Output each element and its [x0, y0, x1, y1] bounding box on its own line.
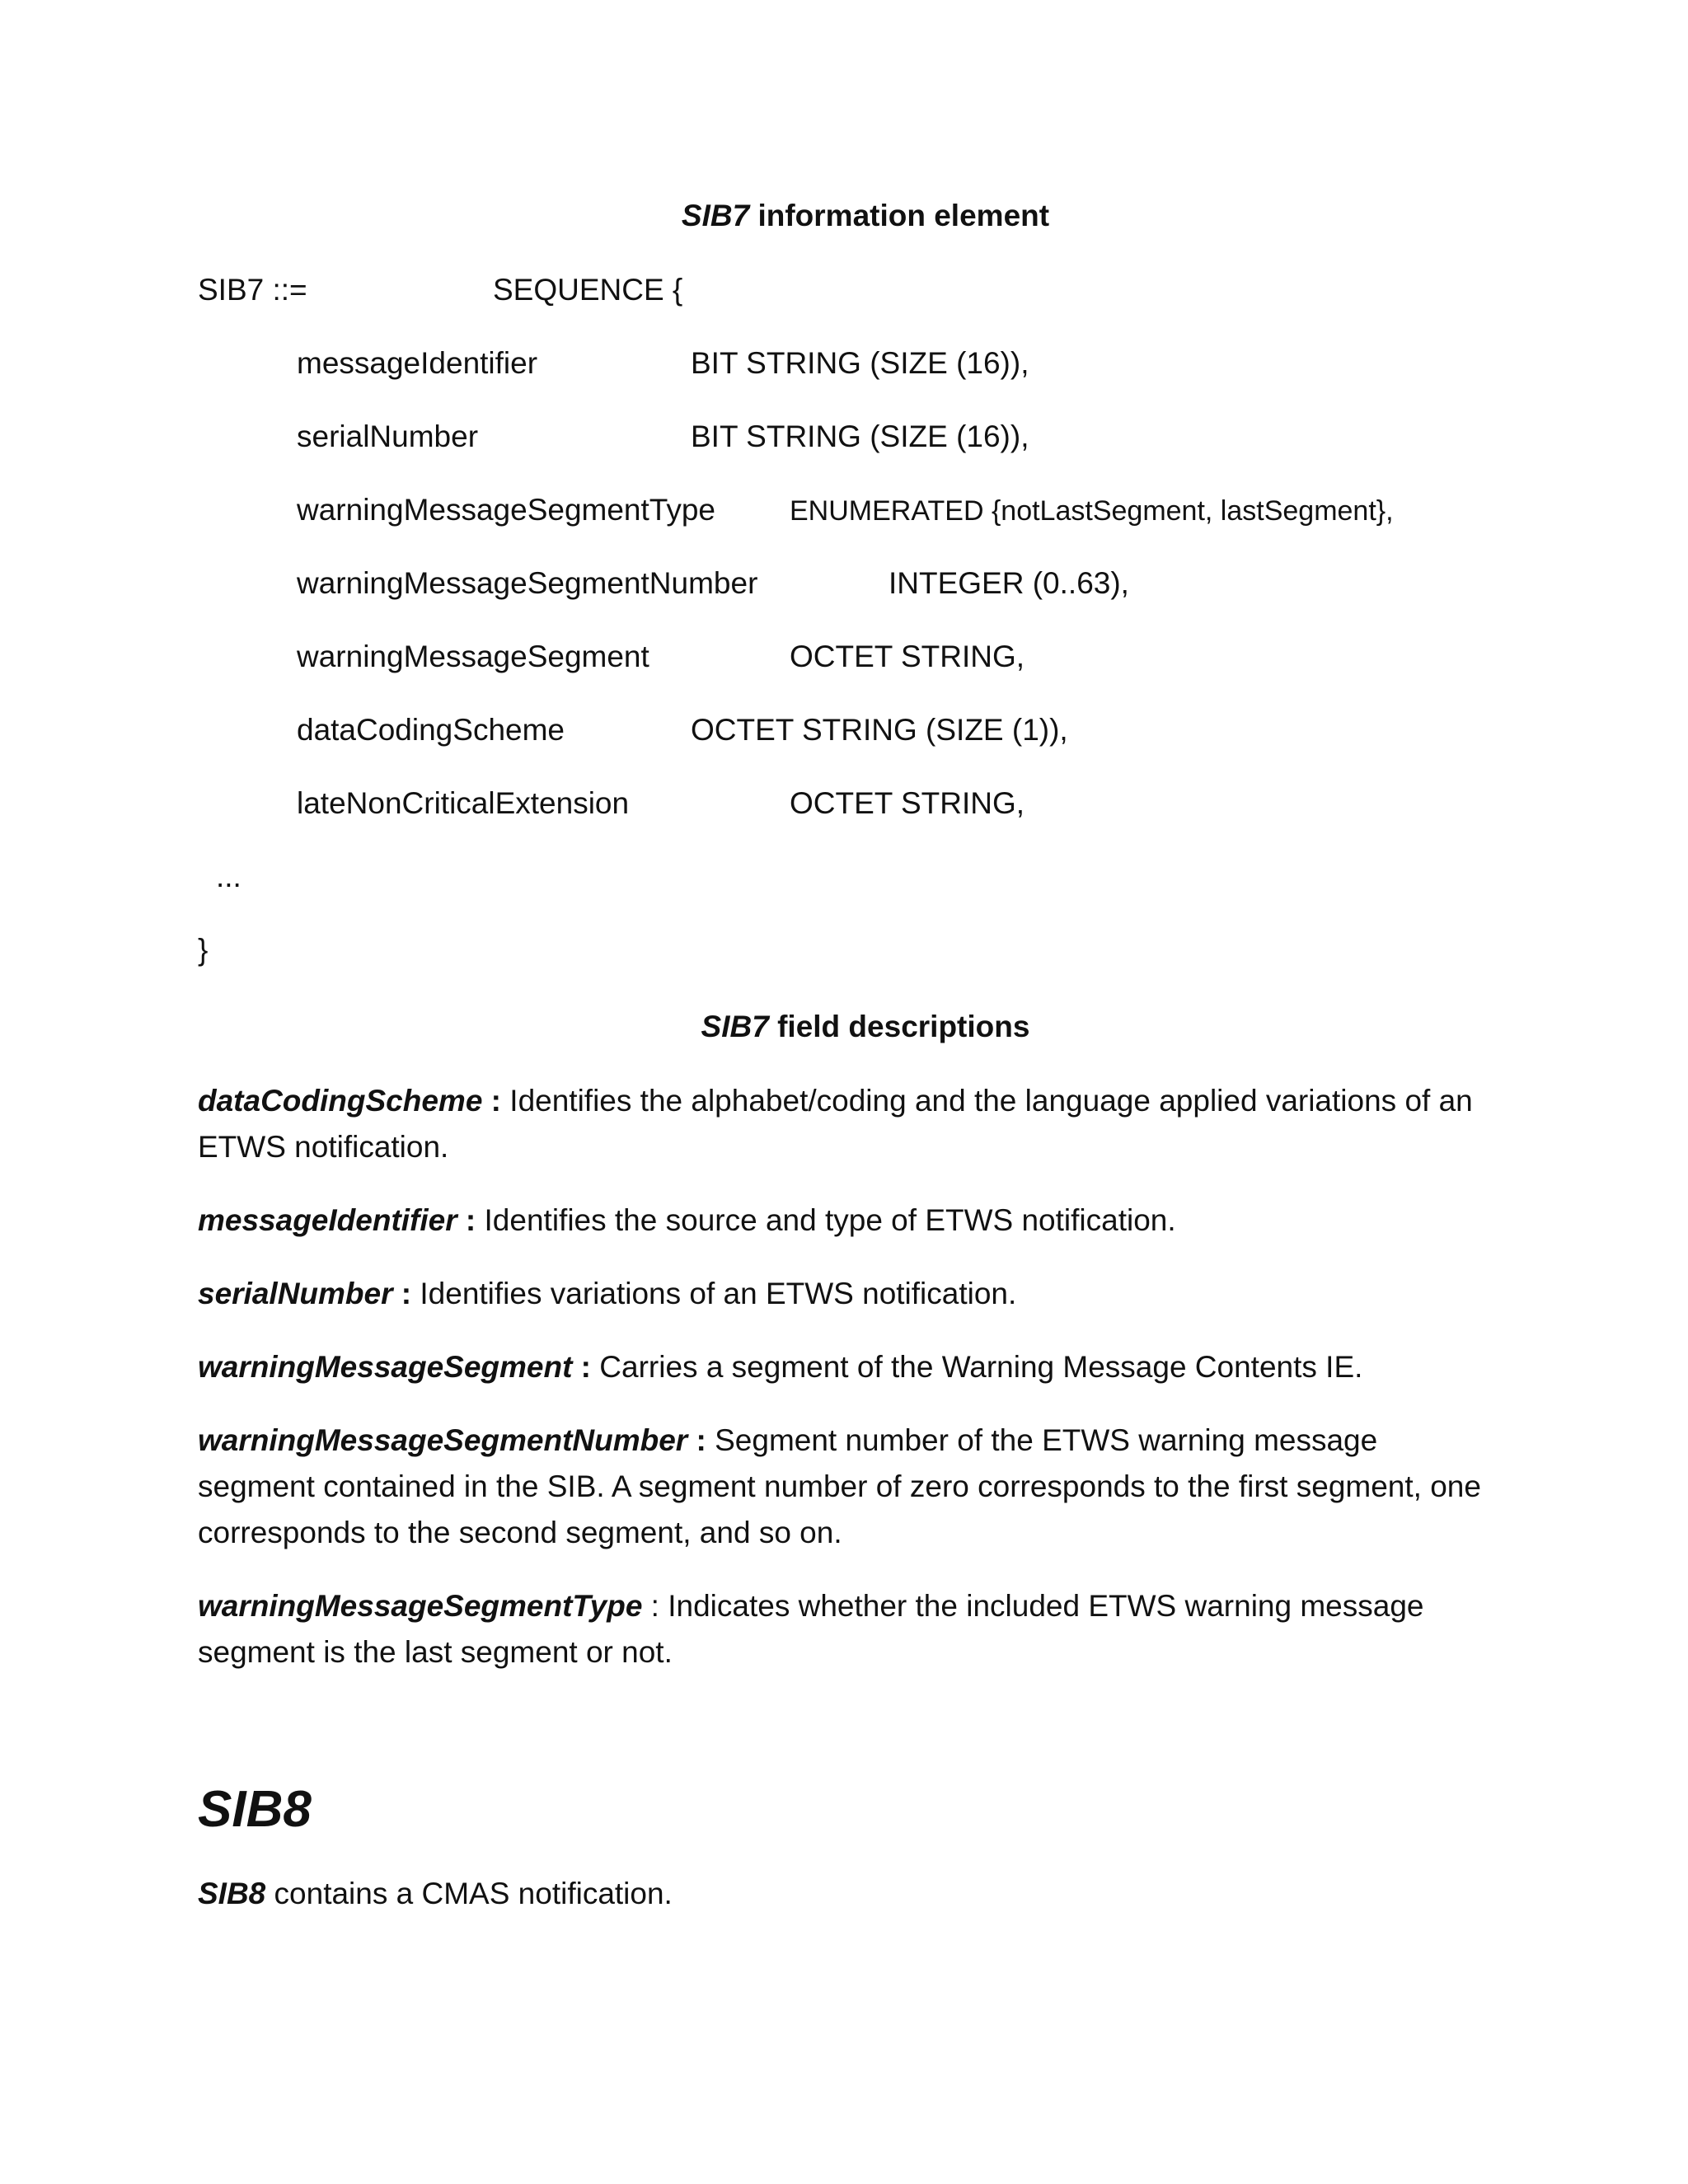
desc-separator: : — [457, 1203, 485, 1237]
sib7-decl-name: SIB7 ::= — [198, 273, 307, 307]
field-name-dataCodingScheme: dataCodingScheme — [297, 713, 565, 747]
field-name-lateNonCriticalExtension: lateNonCriticalExtension — [297, 786, 630, 820]
desc-serialNumber — [198, 1271, 1484, 1317]
desc-text: Identifies the alphabet/coding and the language applied variations of an ETWS notification. — [198, 1084, 1473, 1164]
desc-text: Indicates whether the included ETWS warning message segment is the last segment or not. — [198, 1589, 1424, 1669]
desc-field-name: warningMessageSegmentNumber — [198, 1423, 688, 1457]
field-type-warningMessageSegmentType: ENUMERATED {notLastSegment, lastSegment}, — [790, 495, 1394, 527]
field-type-messageIdentifier: BIT STRING (SIZE (16)), — [691, 346, 1029, 380]
desc-warningMessageSegmentNumber — [198, 1418, 1484, 1556]
desc-separator: : — [687, 1423, 715, 1457]
sib7-info-title — [0, 198, 1688, 234]
desc-warningMessageSegmentType — [198, 1583, 1484, 1675]
field-type-serialNumber: BIT STRING (SIZE (16)), — [691, 419, 1029, 453]
field-name-serialNumber: serialNumber — [297, 419, 479, 453]
desc-text: Segment number of the ETWS warning message segment contained in the SIB. A segment number of zero corresponds to the first segment, one corresponds to the second segment, and so on. — [198, 1423, 1481, 1549]
desc-field-name: dataCodingScheme — [198, 1084, 483, 1118]
desc-field-name: warningMessageSegment — [198, 1350, 573, 1384]
sequence-ellipsis: ... — [216, 860, 241, 893]
sib8-intro — [198, 1871, 1484, 1917]
desc-separator: : — [572, 1350, 600, 1384]
field-name-warningMessageSegment: warningMessageSegment — [297, 640, 649, 673]
field-name-warningMessageSegmentNumber: warningMessageSegmentNumber — [297, 566, 758, 600]
field-name-messageIdentifier: messageIdentifier — [297, 346, 538, 380]
desc-messageIdentifier — [198, 1197, 1484, 1244]
desc-field-name: warningMessageSegmentType — [198, 1589, 643, 1623]
desc-warningMessageSegment — [198, 1344, 1484, 1390]
sib8-heading: SIB8 — [198, 1781, 312, 1838]
field-type-lateNonCriticalExtension: OCTET STRING, — [790, 786, 1025, 820]
sequence-close-brace: } — [198, 933, 209, 967]
sib7-desc-title-rest: field descriptions — [768, 1010, 1030, 1043]
desc-separator: : — [642, 1589, 668, 1623]
sib7-info-title-italic: SIB7 — [681, 199, 750, 232]
field-type-dataCodingScheme: OCTET STRING (SIZE (1)), — [691, 713, 1068, 747]
desc-text: Carries a segment of the Warning Message Contents IE. — [599, 1350, 1363, 1384]
desc-dataCodingScheme — [198, 1078, 1484, 1170]
field-type-warningMessageSegment: OCTET STRING, — [790, 640, 1025, 673]
sib7-desc-title — [0, 1009, 1688, 1045]
desc-separator: : — [482, 1084, 510, 1118]
sib7-info-title-rest: information element — [749, 199, 1050, 232]
sib7-decl-type: SEQUENCE { — [493, 273, 683, 307]
sib8-intro-bold: SIB8 — [198, 1877, 266, 1910]
desc-field-name: messageIdentifier — [198, 1203, 457, 1237]
field-type-warningMessageSegmentNumber: INTEGER (0..63), — [889, 566, 1129, 600]
sib7-desc-title-italic: SIB7 — [701, 1010, 769, 1043]
desc-field-name: serialNumber — [198, 1277, 393, 1310]
field-name-warningMessageSegmentType: warningMessageSegmentType — [297, 493, 716, 527]
desc-text: Identifies the source and type of ETWS notification. — [484, 1203, 1176, 1237]
desc-separator: : — [392, 1277, 420, 1310]
sib8-intro-text: contains a CMAS notification. — [265, 1877, 673, 1910]
desc-text: Identifies variations of an ETWS notification. — [420, 1277, 1017, 1310]
